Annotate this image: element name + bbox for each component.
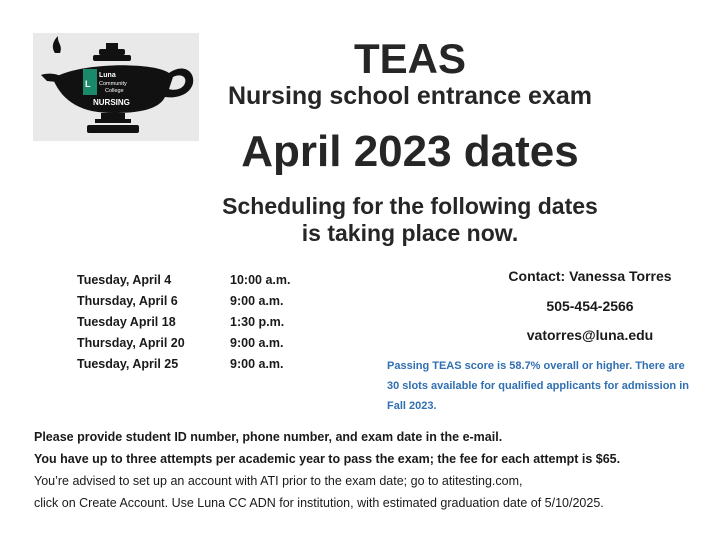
schedule-time: 9:00 a.m. bbox=[230, 336, 284, 350]
schedule-time: 9:00 a.m. bbox=[230, 357, 284, 371]
instruction-line: Please provide student ID number, phone number, and exam date in the e-mail. bbox=[34, 430, 503, 444]
schedule-day: Thursday, April 20 bbox=[77, 336, 185, 350]
page-subtitle: Nursing school entrance exam bbox=[227, 82, 592, 110]
scheduling-notice bbox=[130, 193, 690, 247]
svg-text:L: L bbox=[85, 79, 91, 89]
logo-college-name-1: Luna bbox=[99, 72, 116, 79]
schedule-day: Tuesday, April 4 bbox=[77, 273, 172, 287]
contact-email[interactable]: vatorres@luna.edu bbox=[526, 327, 654, 343]
instructions bbox=[34, 426, 704, 514]
logo-department: NURSING bbox=[93, 98, 130, 107]
contact-phone[interactable]: 505-454-2566 bbox=[546, 298, 634, 314]
contact-name: Contact: Vanessa Torres bbox=[508, 268, 672, 284]
logo-college-name-3: College bbox=[105, 88, 124, 94]
instruction-line: You have up to three attempts per academic year to pass the exam; the fee for each attempt is $65. bbox=[34, 452, 621, 466]
passing-score-note: Passing TEAS score is 58.7% overall or higher. There are 30 slots available for qualified applicants for admission in Fall 2023. bbox=[387, 360, 689, 412]
logo-college-name-2: Community bbox=[99, 81, 127, 87]
schedule-day: Tuesday April 18 bbox=[77, 315, 176, 329]
schedule-day: Tuesday, April 25 bbox=[77, 357, 179, 371]
schedule-time: 1:30 p.m. bbox=[230, 315, 285, 329]
scheduling-line-1: Scheduling for the following dates bbox=[222, 193, 598, 219]
scheduling-line-2: is taking place now. bbox=[301, 220, 519, 246]
instruction-line: You’re advised to set up an account with ATI prior to the exam date; go to atitesting.com, bbox=[34, 474, 523, 488]
schedule-time: 9:00 a.m. bbox=[230, 294, 284, 308]
dates-heading: April 2023 dates bbox=[241, 127, 579, 176]
schedule-day: Thursday, April 6 bbox=[77, 294, 178, 308]
page-title: TEAS bbox=[353, 35, 466, 82]
instruction-line: click on Create Account. Use Luna CC ADN for institution, with estimated graduation date of 5/10/2025. bbox=[34, 496, 604, 510]
schedule-time: 10:00 a.m. bbox=[230, 273, 291, 287]
